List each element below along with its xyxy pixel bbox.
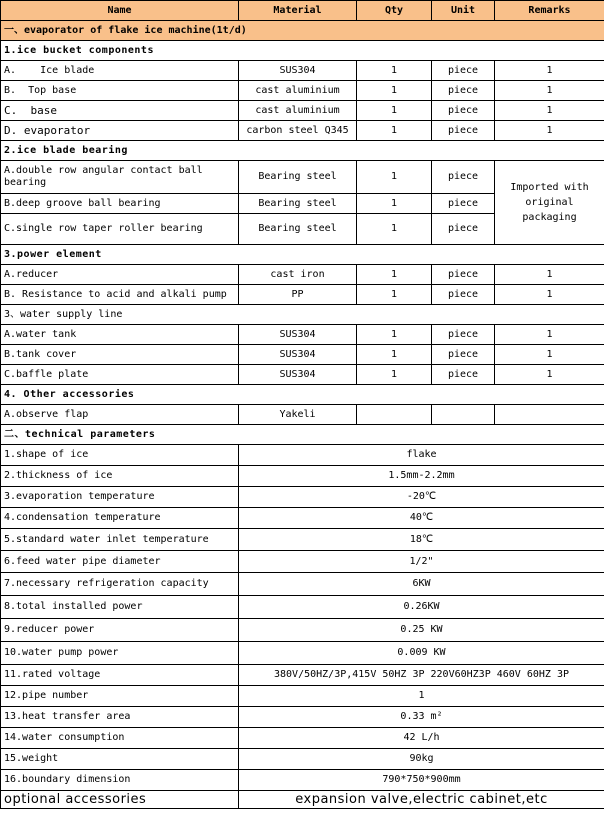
bearing-remarks: Imported with original packaging: [495, 161, 604, 245]
cell-material: Yakeli: [239, 405, 357, 425]
cell-material: SUS304: [239, 325, 357, 345]
parameter-value: 18℃: [239, 529, 604, 551]
part1-title-row: [1, 21, 604, 41]
cell-qty: 1: [357, 161, 432, 194]
parameter-name: 1.shape of ice: [1, 445, 239, 466]
cell-qty: 1: [357, 285, 432, 305]
cell-name: A.observe flap: [1, 405, 239, 425]
cell-name: A.reducer: [1, 265, 239, 285]
section-title-row: [1, 385, 604, 405]
cell-remarks: 1: [495, 81, 604, 101]
optional-accessories-row: [1, 791, 604, 809]
parameter-name: 13.heat transfer area: [1, 707, 239, 728]
section-title: 2.ice blade bearing: [1, 141, 604, 161]
table-row: [1, 265, 604, 285]
cell-remarks: 1: [495, 265, 604, 285]
section-title-row: [1, 245, 604, 265]
parameter-value: 1/2": [239, 551, 604, 573]
parameter-row: [1, 707, 604, 728]
parameter-row: [1, 445, 604, 466]
parameter-row: [1, 749, 604, 770]
table-row: [1, 121, 604, 141]
header-material: Material: [239, 1, 357, 21]
section-title: 3.power element: [1, 245, 604, 265]
parameter-value: 90kg: [239, 749, 604, 770]
parameter-value: -20℃: [239, 487, 604, 508]
parameter-row: [1, 770, 604, 791]
cell-name: B.deep groove ball bearing: [1, 194, 239, 214]
cell-material: SUS304: [239, 365, 357, 385]
header-remarks: Remarks: [495, 1, 604, 21]
parameter-name: 11.rated voltage: [1, 665, 239, 686]
cell-name: C. base: [1, 101, 239, 121]
cell-qty: 1: [357, 345, 432, 365]
cell-qty: 1: [357, 265, 432, 285]
table-row: [1, 81, 604, 101]
parameter-row: [1, 551, 604, 573]
cell-unit: piece: [432, 81, 495, 101]
cell-material: PP: [239, 285, 357, 305]
cell-name: A. Ice blade: [1, 61, 239, 81]
parameter-row: [1, 619, 604, 642]
optional-accessories-label: optional accessories: [1, 791, 239, 809]
cell-unit: piece: [432, 121, 495, 141]
cell-material: cast aluminium: [239, 101, 357, 121]
parameter-name: 8.total installed power: [1, 596, 239, 619]
cell-remarks: 1: [495, 325, 604, 345]
parameter-value: 790*750*900mm: [239, 770, 604, 791]
cell-name: B.tank cover: [1, 345, 239, 365]
parameter-name: 7.necessary refrigeration capacity: [1, 573, 239, 596]
section-title: 4. Other accessories: [1, 385, 604, 405]
header-unit: Unit: [432, 1, 495, 21]
cell-name: B. Resistance to acid and alkali pump: [1, 285, 239, 305]
parameter-name: 5.standard water inlet temperature: [1, 529, 239, 551]
cell-qty: 1: [357, 121, 432, 141]
table-row: [1, 285, 604, 305]
header-qty: Qty: [357, 1, 432, 21]
part2-title-row: [1, 425, 604, 445]
cell-unit: piece: [432, 214, 495, 245]
parameter-name: 12.pipe number: [1, 686, 239, 707]
part1-title: 一、evaporator of flake ice machine(1t/d): [1, 21, 604, 41]
parameter-value: 40℃: [239, 508, 604, 529]
parameter-name: 2.thickness of ice: [1, 466, 239, 487]
cell-unit: piece: [432, 161, 495, 194]
parameter-value: 1.5mm-2.2mm: [239, 466, 604, 487]
cell-qty: 1: [357, 194, 432, 214]
cell-unit: piece: [432, 101, 495, 121]
table-row: [1, 345, 604, 365]
cell-material: SUS304: [239, 61, 357, 81]
cell-name: C.single row taper roller bearing: [1, 214, 239, 245]
parameter-name: 9.reducer power: [1, 619, 239, 642]
section-title: 1.ice bucket components: [1, 41, 604, 61]
cell-remarks: 1: [495, 101, 604, 121]
parameter-name: 15.weight: [1, 749, 239, 770]
cell-unit: piece: [432, 61, 495, 81]
parameter-value: 42 L/h: [239, 728, 604, 749]
parameter-name: 16.boundary dimension: [1, 770, 239, 791]
parameter-value: 0.33 m²: [239, 707, 604, 728]
table-row: [1, 365, 604, 385]
parameter-value: 0.26KW: [239, 596, 604, 619]
parameter-value: 6KW: [239, 573, 604, 596]
cell-qty: [357, 405, 432, 425]
parameter-row: [1, 529, 604, 551]
parameter-name: 14.water consumption: [1, 728, 239, 749]
cell-qty: 1: [357, 214, 432, 245]
cell-name: B. Top base: [1, 81, 239, 101]
cell-material: carbon steel Q345: [239, 121, 357, 141]
table-row: [1, 161, 604, 194]
cell-qty: 1: [357, 101, 432, 121]
section-title-row: [1, 305, 604, 325]
cell-unit: piece: [432, 265, 495, 285]
table-row: [1, 101, 604, 121]
cell-unit: [432, 405, 495, 425]
part2-title: 二、technical parameters: [1, 425, 604, 445]
cell-unit: piece: [432, 365, 495, 385]
cell-name: A.water tank: [1, 325, 239, 345]
parameter-row: [1, 487, 604, 508]
cell-name: A.double row angular contact ball bearing: [1, 161, 239, 194]
cell-qty: 1: [357, 365, 432, 385]
parameter-value: flake: [239, 445, 604, 466]
parameter-name: 3.evaporation temperature: [1, 487, 239, 508]
cell-unit: piece: [432, 194, 495, 214]
parameter-value: 0.25 KW: [239, 619, 604, 642]
cell-remarks: 1: [495, 285, 604, 305]
cell-material: Bearing steel: [239, 194, 357, 214]
cell-remarks: 1: [495, 365, 604, 385]
cell-remarks: 1: [495, 345, 604, 365]
cell-unit: piece: [432, 345, 495, 365]
section-title-row: [1, 141, 604, 161]
table-row: [1, 61, 604, 81]
parameter-row: [1, 596, 604, 619]
parameter-row: [1, 573, 604, 596]
parameter-name: 4.condensation temperature: [1, 508, 239, 529]
parameter-value: 1: [239, 686, 604, 707]
cell-remarks: 1: [495, 121, 604, 141]
cell-qty: 1: [357, 81, 432, 101]
cell-name: C.baffle plate: [1, 365, 239, 385]
parameter-row: [1, 508, 604, 529]
parameter-name: 6.feed water pipe diameter: [1, 551, 239, 573]
cell-unit: piece: [432, 285, 495, 305]
table-row: [1, 325, 604, 345]
cell-name: D. evaporator: [1, 121, 239, 141]
parameter-value: 0.009 KW: [239, 642, 604, 665]
cell-unit: piece: [432, 325, 495, 345]
cell-qty: 1: [357, 325, 432, 345]
cell-remarks: [495, 405, 604, 425]
cell-material: SUS304: [239, 345, 357, 365]
header-row: [1, 1, 604, 21]
section-title: 3、water supply line: [1, 305, 604, 325]
parameter-row: [1, 665, 604, 686]
optional-accessories-value: expansion valve,electric cabinet,etc: [239, 791, 604, 809]
cell-material: Bearing steel: [239, 161, 357, 194]
cell-qty: 1: [357, 61, 432, 81]
cell-material: cast aluminium: [239, 81, 357, 101]
header-name: Name: [1, 1, 239, 21]
parameter-row: [1, 466, 604, 487]
section-title-row: [1, 41, 604, 61]
parameter-name: 10.water pump power: [1, 642, 239, 665]
cell-material: cast iron: [239, 265, 357, 285]
parameters-body: [1, 445, 604, 791]
cell-material: Bearing steel: [239, 214, 357, 245]
parameter-row: [1, 728, 604, 749]
cell-remarks: 1: [495, 61, 604, 81]
parameter-row: [1, 686, 604, 707]
parameter-row: [1, 642, 604, 665]
parameter-value: 380V/50HZ/3P,415V 50HZ 3P 220V60HZ3P 460V 60HZ 3P: [239, 665, 604, 686]
table-row: [1, 405, 604, 425]
